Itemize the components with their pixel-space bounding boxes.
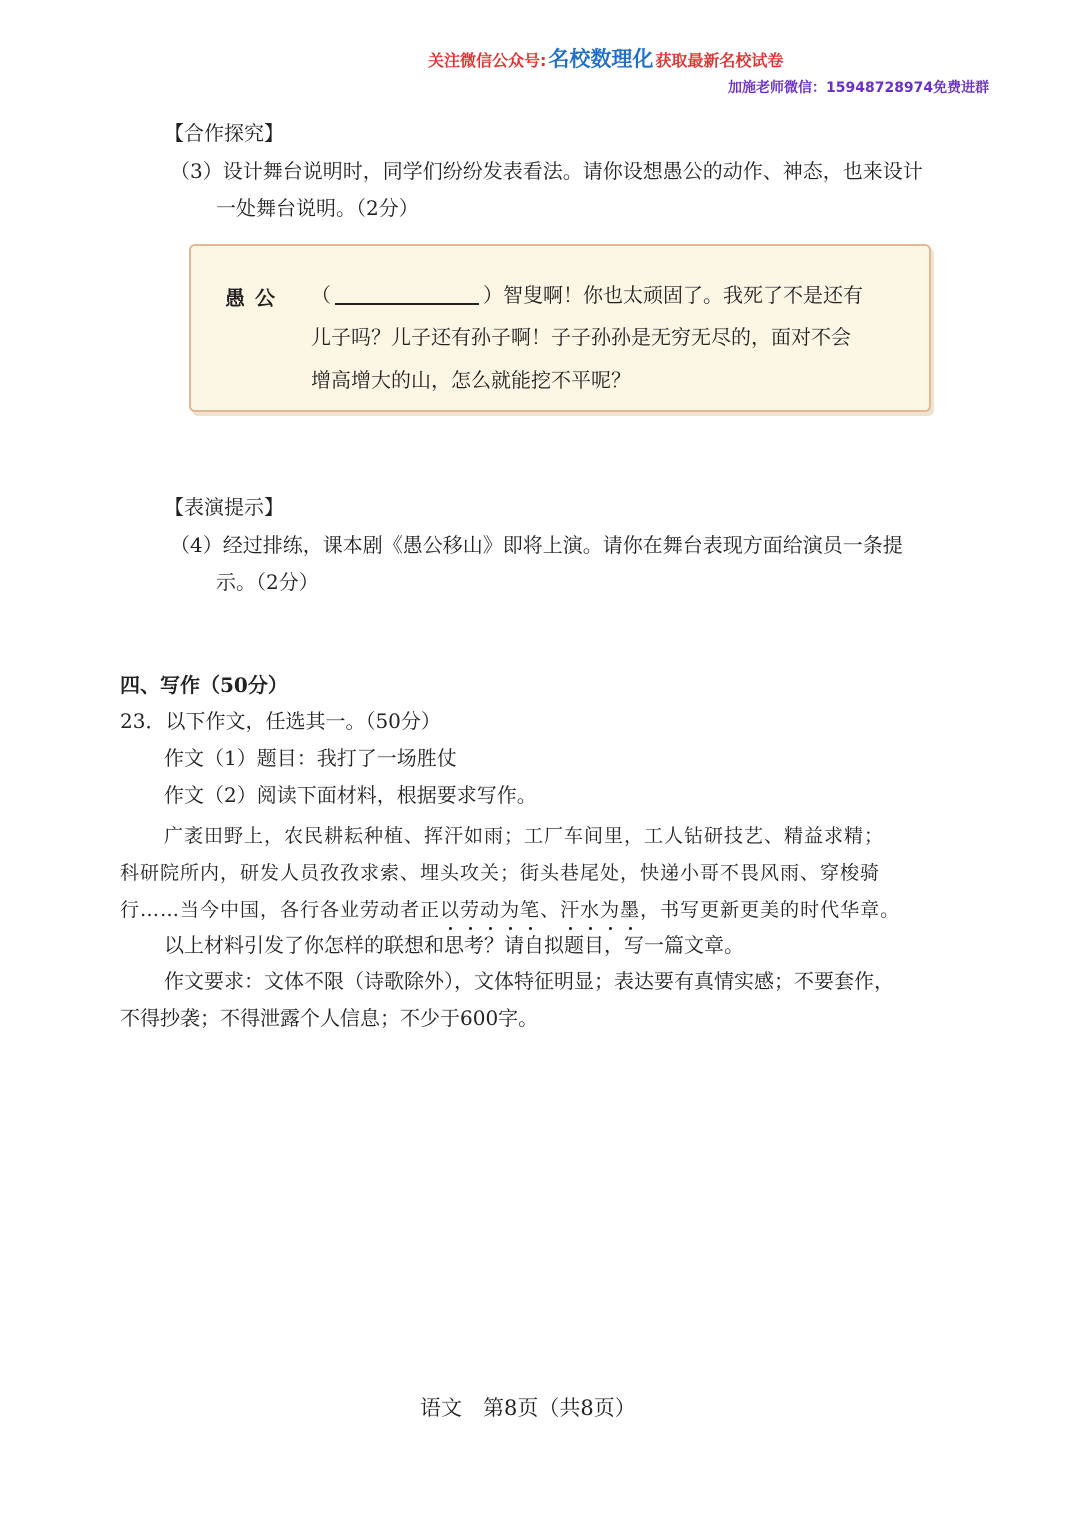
emphasis-char: 汗 bbox=[560, 895, 580, 922]
stage-direction-blank[interactable] bbox=[335, 283, 479, 305]
dialogue-line1-text: ）智叟啊！你也太顽固了。我死了不是还有 bbox=[483, 283, 863, 307]
emphasis-char: 为 bbox=[600, 895, 620, 922]
page-footer: 语文 第8页（共8页） bbox=[420, 1396, 636, 1420]
section-title-cooperate: 【合作探究】 bbox=[164, 121, 284, 145]
emphasis-char: 笔 bbox=[520, 895, 540, 922]
dialogue-open-paren: （ bbox=[311, 283, 331, 307]
banner-contact: 加施老师微信：15948728974免费进群 bbox=[728, 80, 990, 96]
dialogue-line2: 儿子吗？儿子还有孙子啊！子子孙孙是无穷无尽的，面对不会 bbox=[311, 325, 851, 349]
dialogue-speaker: 愚公 bbox=[225, 286, 285, 310]
essay-prompt: 以上材料引发了你怎样的联想和思考？请自拟题目，写一篇文章。 bbox=[164, 933, 744, 957]
material-emphasis bbox=[440, 899, 640, 921]
emphasis-char: 墨 bbox=[620, 895, 640, 922]
dialogue-line3: 增高增大的山，怎么就能挖不平呢？ bbox=[311, 368, 631, 392]
banner-suffix: 获取最新名校试卷 bbox=[655, 51, 784, 70]
question-4-line1: （4）经过排练，课本剧《愚公移山》即将上演。请你在舞台表现方面给演员一条提 bbox=[170, 533, 903, 557]
question-4-line2: 示。（2分） bbox=[216, 570, 319, 594]
essay-requirements-line1: 作文要求：文体不限（诗歌除外），文体特征明显；表达要有真情实感；不要套作， bbox=[164, 969, 894, 993]
banner-prefix: 关注微信公众号: bbox=[428, 51, 547, 70]
writing-heading: 四、写作（50分） bbox=[120, 673, 288, 697]
essay-option-1: 作文（1）题目：我打了一场胜仗 bbox=[164, 746, 457, 770]
emphasis-char: 劳 bbox=[460, 895, 480, 922]
banner-brand: 名校数理化 bbox=[548, 47, 654, 71]
section-title-perform: 【表演提示】 bbox=[164, 495, 284, 519]
question-23: 23．以下作文，任选其一。（50分） bbox=[120, 709, 441, 733]
material-line3-end: ，书写更新更美的时代华章。 bbox=[640, 899, 901, 921]
material-line1: 广袤田野上，农民耕耘种植、挥汗如雨；工厂车间里，工人钻研技艺、精益求精； bbox=[164, 825, 885, 847]
material-line2: 科研院所内，研发人员孜孜求索、埋头攻关；街头巷尾处，快递小哥不畏风雨、穿梭骑 bbox=[120, 862, 881, 884]
essay-requirements-line2: 不得抄袭；不得泄露个人信息；不少于600字。 bbox=[120, 1006, 539, 1030]
essay-option-2: 作文（2）阅读下面材料，根据要求写作。 bbox=[164, 783, 537, 807]
dialogue-card bbox=[189, 244, 931, 412]
question-3-line1: （3）设计舞台说明时，同学们纷纷发表看法。请你设想愚公的动作、神态，也来设计 bbox=[170, 159, 923, 183]
material-line3-start: 行……当今中国，各行各业劳动者正 bbox=[120, 899, 441, 921]
emphasis-char: 水 bbox=[580, 895, 600, 922]
emphasis-char: 为 bbox=[500, 895, 520, 922]
header-banner bbox=[428, 44, 783, 74]
dialogue-line1 bbox=[311, 282, 863, 308]
emphasis-char: 、 bbox=[540, 899, 561, 921]
question-3-line2: 一处舞台说明。（2分） bbox=[216, 196, 419, 220]
emphasis-char: 动 bbox=[480, 895, 500, 922]
material-line3 bbox=[120, 895, 900, 922]
emphasis-char: 以 bbox=[440, 895, 460, 922]
